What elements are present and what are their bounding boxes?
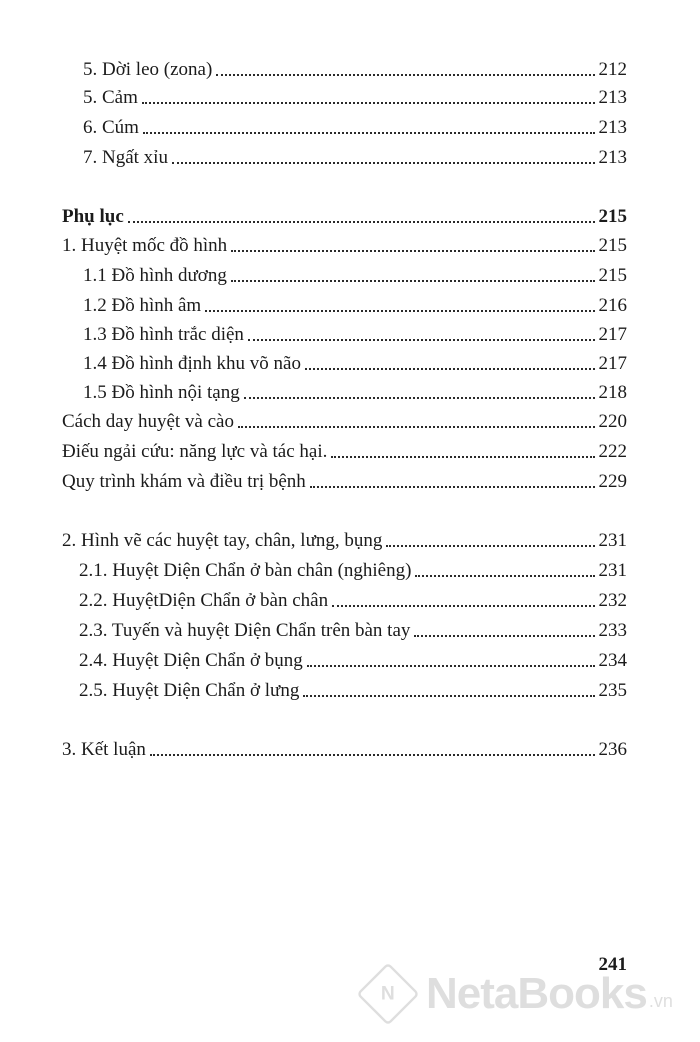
toc-entry [83, 114, 627, 140]
toc-entry-label: 1.2 Đồ hình âm [83, 295, 202, 316]
toc-entry [62, 408, 627, 434]
toc-entry [79, 677, 627, 703]
toc-entry-label: 1.3 Đồ hình trắc diện [83, 324, 244, 345]
toc-entry-label: Phụ lục [62, 206, 124, 227]
toc-dot-leader [414, 635, 594, 637]
toc-entry-label: 5. Cảm [83, 87, 138, 108]
toc-entry [79, 587, 627, 613]
toc-entry [79, 617, 627, 643]
toc-entry-label: 5. Dời leo (zona) [83, 59, 213, 80]
toc-entry [62, 438, 627, 464]
page-number: 241 [598, 954, 627, 975]
toc-dot-leader [150, 754, 595, 756]
netabooks-logo-icon [356, 962, 419, 1025]
watermark-text: NetaBooks [426, 969, 647, 1018]
toc-entry [83, 292, 627, 318]
toc-entry-page: 216 [598, 295, 627, 316]
toc-entry-label: 7. Ngất xỉu [83, 147, 168, 168]
toc-dot-leader [310, 486, 595, 488]
toc-dot-leader [305, 368, 595, 370]
toc-entry-page: 215 [598, 206, 627, 227]
toc-dot-leader [172, 162, 595, 164]
watermark-suffix: .vn [648, 990, 673, 1011]
toc-entry-page: 213 [598, 87, 627, 108]
toc-entry [62, 232, 627, 258]
toc-dot-leader [205, 310, 594, 312]
toc-entry-page: 234 [598, 650, 627, 671]
toc-entry-page: 215 [598, 265, 627, 286]
toc-entry-page: 220 [598, 411, 627, 432]
toc-entry [62, 468, 627, 494]
watermark [360, 966, 673, 1022]
toc-entry-page: 236 [598, 739, 627, 760]
toc-entry-label: 1.1 Đồ hình dương [83, 265, 227, 286]
toc-entry [83, 379, 627, 405]
toc-dot-leader [142, 102, 595, 104]
toc-entry [79, 557, 627, 583]
toc-entry-label: 2. Hình vẽ các huyệt tay, chân, lưng, bụng [62, 530, 383, 551]
toc-entry-page: 231 [598, 560, 627, 581]
toc-entry-page: 229 [598, 471, 627, 492]
toc-entry-label: Điếu ngải cứu: năng lực và tác hại. [62, 441, 328, 462]
toc-dot-leader [248, 339, 595, 341]
toc-entry-page: 222 [598, 441, 627, 462]
toc-entry-page: 212 [598, 59, 627, 80]
toc-entry-label: 1.4 Đồ hình định khu võ não [83, 353, 301, 374]
toc-dot-leader [128, 221, 595, 223]
toc-dot-leader [216, 74, 594, 76]
toc-entry-page: 217 [598, 324, 627, 345]
toc-entry [62, 736, 627, 762]
toc-entry [83, 144, 627, 170]
toc-entry [83, 56, 627, 82]
toc-dot-leader [415, 575, 594, 577]
toc-dot-leader [143, 132, 595, 134]
toc-entry-label: 3. Kết luận [62, 739, 146, 760]
toc-dot-leader [238, 426, 595, 428]
toc-entry-page: 218 [598, 382, 627, 403]
toc-dot-leader [231, 280, 595, 282]
toc-dot-leader [303, 695, 594, 697]
toc-entry-label: 2.1. Huyệt Diện Chẩn ở bàn chân (nghiêng) [79, 560, 412, 581]
toc-dot-leader [332, 605, 594, 607]
toc-entry [83, 84, 627, 110]
toc-entry-label: 2.4. Huyệt Diện Chẩn ở bụng [79, 650, 303, 671]
toc-entry-page: 231 [598, 530, 627, 551]
toc-entry [83, 350, 627, 376]
toc-entry-label: 1.5 Đồ hình nội tạng [83, 382, 240, 403]
toc-entry [83, 262, 627, 288]
toc-entry-label: 2.2. HuyệtDiện Chẩn ở bàn chân [79, 590, 329, 611]
toc-entry-page: 215 [598, 235, 627, 256]
toc-entry-label: 2.5. Huyệt Diện Chẩn ở lưng [79, 680, 300, 701]
toc-entry-label: 6. Cúm [83, 117, 139, 138]
toc-entry-page: 235 [598, 680, 627, 701]
logo-glyph: N [381, 982, 395, 1005]
toc-dot-leader [231, 250, 594, 252]
toc-entry-page: 213 [598, 147, 627, 168]
toc-entry-label: Quy trình khám và điều trị bệnh [62, 471, 306, 492]
toc-dot-leader [331, 456, 594, 458]
toc-dot-leader [307, 665, 595, 667]
toc-entry [79, 647, 627, 673]
toc-entry-page: 217 [598, 353, 627, 374]
toc-dot-leader [386, 545, 594, 547]
toc-entry-label: 2.3. Tuyến và huyệt Diện Chẩn trên bàn tay [79, 620, 411, 641]
toc-section-heading [62, 203, 627, 229]
toc-entry-page: 213 [598, 117, 627, 138]
toc-entry [83, 321, 627, 347]
toc-entry-page: 232 [598, 590, 627, 611]
toc-entry [62, 527, 627, 553]
toc-entry-label: 1. Huyệt mốc đồ hình [62, 235, 228, 256]
toc-entry-page: 233 [598, 620, 627, 641]
toc-dot-leader [244, 397, 595, 399]
toc-entry-label: Cách day huyệt và cào [62, 411, 234, 432]
